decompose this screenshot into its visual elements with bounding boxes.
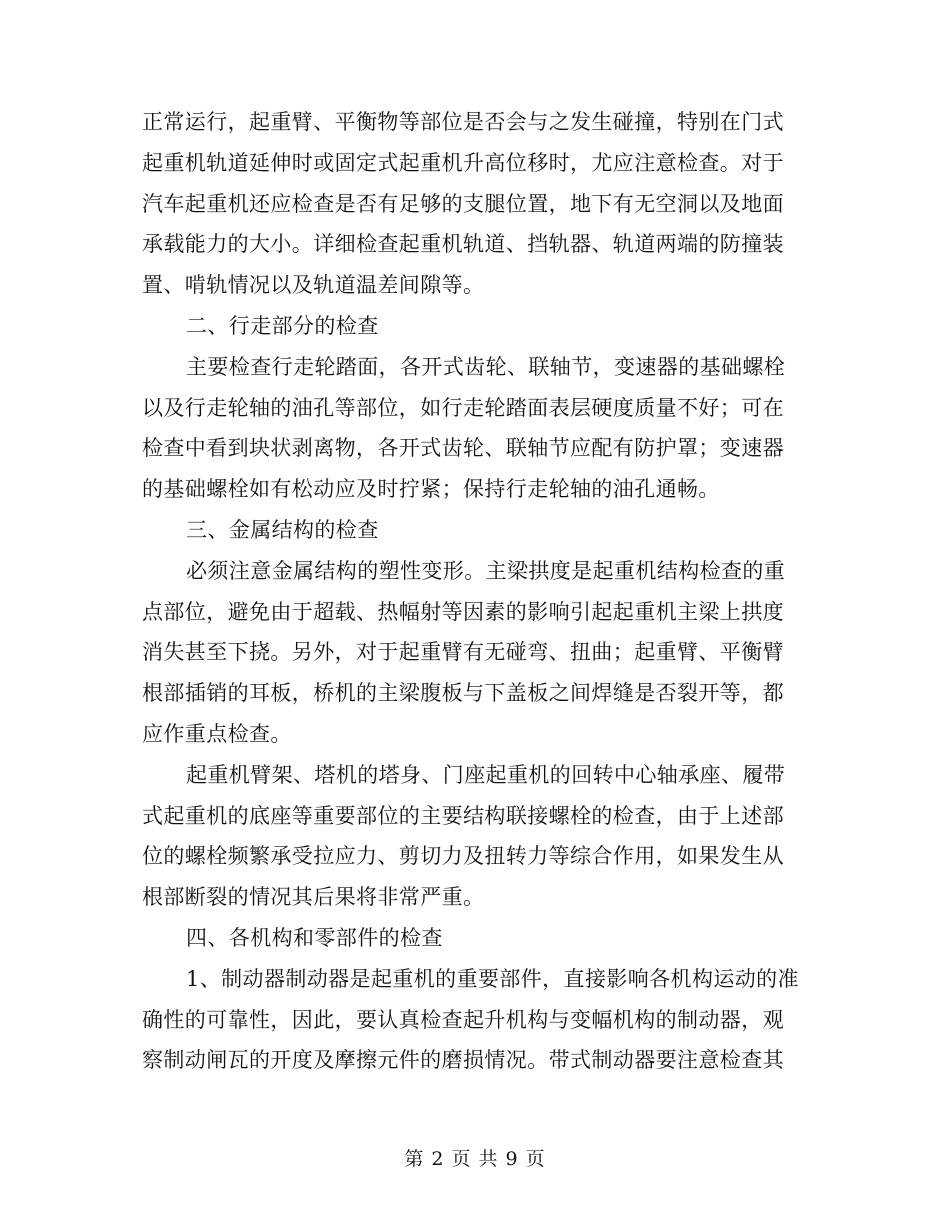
section-heading-metal-structure: 三、金属结构的检查 <box>186 517 379 542</box>
paragraph-bolt-inspection <box>142 755 808 918</box>
text-line: 根部插销的耳板，桥机的主梁腹板与下盖板之间焊缝是否裂开等，都 <box>142 681 784 706</box>
text-line: 式起重机的底座等重要部位的主要结构联接螺栓的检查，由于上述部 <box>142 803 784 828</box>
paragraph-metal-structure <box>142 551 808 755</box>
text-line: 消失甚至下挠。另外，对于起重臂有无碰弯、扭曲；起重臂、平衡臂 <box>142 640 784 665</box>
text-line: 点部位，避免由于超载、热幅射等因素的影响引起起重机主梁上拱度 <box>142 599 784 624</box>
text-line: 主要检查行走轮踏面，各开式齿轮、联轴节，变速器的基础螺栓 <box>186 354 786 379</box>
section-heading-travel: 二、行走部分的检查 <box>186 313 379 338</box>
text-line: 承载能力的大小。详细检查起重机轨道、挡轨器、轨道两端的防撞装 <box>142 232 784 257</box>
text-line: 起重机臂架、塔机的塔身、门座起重机的回转中心轴承座、履带 <box>186 762 786 787</box>
text-line: 正常运行，起重臂、平衡物等部位是否会与之发生碰撞，特别在门式 <box>142 110 784 134</box>
text-line: 汽车起重机还应检查是否有足够的支腿位置，地下有无空洞以及地面 <box>142 191 784 216</box>
section-heading-mechanisms: 四、各机构和零部件的检查 <box>186 925 443 950</box>
text-line: 应作重点检查。 <box>142 721 292 746</box>
text-line: 确性的可靠性，因此，要认真检查起升机构与变幅机构的制动器，观 <box>142 1007 784 1032</box>
text-line: 置、啃轨情况以及轨道温差间隙等。 <box>142 273 485 298</box>
text-line: 根部断裂的情况其后果将非常严重。 <box>142 885 485 910</box>
text-line: 以及行走轮轴的油孔等部位，如行走轮踏面表层硬度质量不好；可在 <box>142 395 784 420</box>
text-line: 察制动闸瓦的开度及摩擦元件的磨损情况。带式制动器要注意检查其 <box>142 1048 784 1073</box>
paragraph-travel-inspection <box>142 347 808 510</box>
text-line: 1、制动器制动器是起重机的重要部件，直接影响各机构运动的准 <box>186 966 799 991</box>
text-line: 起重机轨道延伸时或固定式起重机升高位移时，尤应注意检查。对于 <box>142 150 784 175</box>
text-line: 的基础螺栓如有松动应及时拧紧；保持行走轮轴的油孔通畅。 <box>142 477 720 502</box>
text-line: 必须注意金属结构的塑性变形。主梁拱度是起重机结构检查的重 <box>186 558 786 583</box>
document-body <box>142 102 808 1081</box>
text-line: 位的螺栓频繁承受拉应力、剪切力及扭转力等综合作用，如果发生从 <box>142 844 784 869</box>
page-number-footer: 第 2 页 共 9 页 <box>404 1148 546 1170</box>
text-line: 检查中看到块状剥离物，各开式齿轮、联轴节应配有防护罩；变速器 <box>142 436 784 461</box>
paragraph-site-inspection <box>142 102 808 306</box>
paragraph-brake-inspection <box>142 959 808 1081</box>
